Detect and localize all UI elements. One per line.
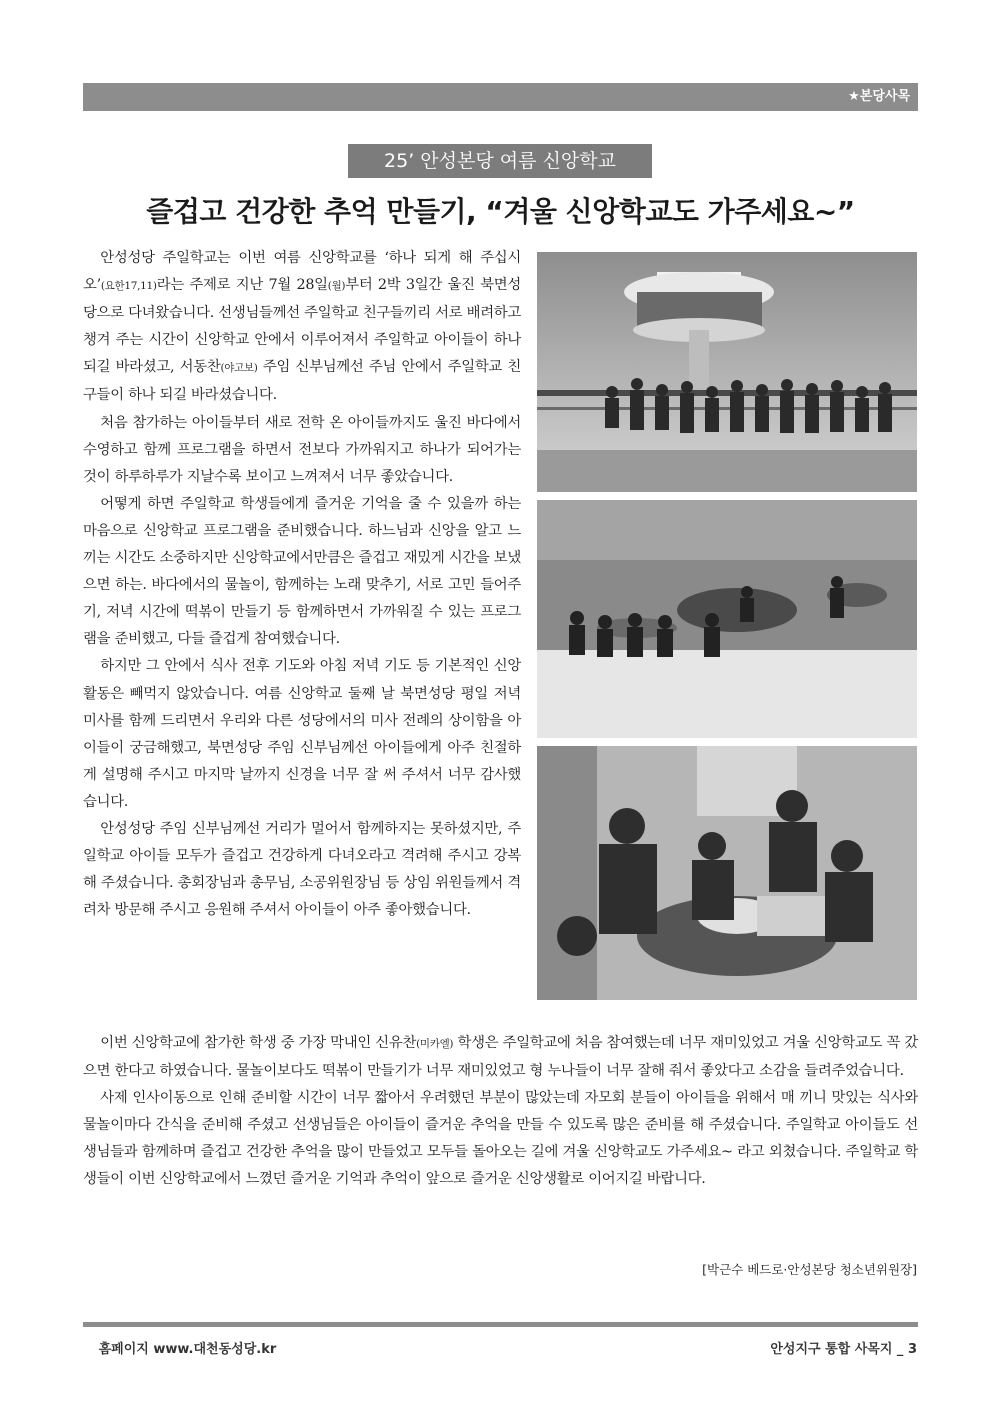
article-body-full (83, 1030, 918, 1194)
beach-photo-students (537, 500, 917, 738)
paragraph: 하지만 그 안에서 식사 전후 기도와 아침 저녁 기도 등 기본적인 신앙 활동은 빼먹지 않았습니다. 여름 신앙학교 둘째 날 북면성당 평일 저녁 미사를 함께 드리면서 우리와 다른 성당에서의 미사 전례의 상이함을 아이들이 궁금해했고, 북면성당 주임 신부님께선 아이들에게 아주 친절하게 설명해 주시고 마지막 날까지 신경을 너무 잘 써 주셔서 너무 감사했습니다. (83, 658, 521, 810)
paragraph: 사제 인사이동으로 인해 준비할 시간이 너무 짧아서 우려했던 부분이 많았는데 자모회 분들이 아이들을 위해서 매 끼니 맛있는 식사와 물놀이마다 간식을 준비해 주셨고 선생님들은 아이들이 즐거운 추억을 만들 수 있도록 많은 준비를 해 주셨습니다. 주일학교 아이들도 선생님들과 함께하며 즐겁고 건강한 추억을 많이 만들었고 모두들 돌아오는 길에 겨울 신앙학교도 가주세요~ 라고 외쳤습니다. 주일학교 학생들이 이번 신앙학교에서 느꼈던 즐거운 기억과 추억이 앞으로 즐거운 신앙생활로 이어지길 바랍니다. (83, 1090, 918, 1188)
cooking-photo-tteokbokki (537, 746, 917, 1000)
group-photo-observatory (537, 252, 917, 492)
paragraph: 이번 신앙학교에 참가한 학생 중 가장 막내인 신유찬(미카엘) 학생은 주일학교에 처음 참여했는데 너무 재미있었고 겨울 신앙학교도 꼭 갔으면 한다고 하였습니다. 물놀이보다도 떡볶이 만들기가 너무 재미있었고 형 누나들이 너무 잘해 줘서 좋았다고 소감을 들려주었습니다. (83, 1035, 918, 1080)
article-body-column (83, 245, 521, 924)
footer-rule (83, 1322, 918, 1327)
footer-homepage: 홈페이지 www.대천동성당.kr (98, 1342, 277, 1357)
paragraph: 처음 참가하는 아이들부터 새로 전학 온 아이들까지도 울진 바다에서 수영하고 함께 프로그램을 하면서 전보다 가까워지고 하나가 되어가는 것이 하루하루가 지날수록 보이고 느껴져서 너무 좋았습니다. (83, 414, 521, 485)
header-bar (83, 83, 918, 111)
article-kicker: 25’ 안성본당 여름 신앙학교 (348, 144, 652, 178)
footer-page-info: 안성지구 통합 사목지 _ 3 (770, 1342, 917, 1357)
section-tag: ★본당사목 (848, 89, 910, 104)
paragraph: 안성성당 주일학교는 이번 여름 신앙학교를 ‘하나 되게 해 주십시오’(요한17,11)라는 주제로 지난 7월 28일(월)부터 2박 3일간 울진 북면성당으로 다녀왔습니다. 선생님들께선 주일학교 친구들끼리 서로 배려하고 챙겨 주는 시간이 신앙학교 안에서 이루어져서 주일학교 아이들이 하나 되길 바라셨고, 서동찬(야고보) 주임 신부님께선 주님 안에서 주일학교 친구들이 하나 되길 바라셨습니다. (83, 250, 522, 404)
paragraph: 안성성당 주임 신부님께선 거리가 멀어서 함께하지는 못하셨지만, 주일학교 아이들 모두가 즐겁고 건강하게 다녀오라고 격려해 주시고 강복해 주셨습니다. 총회장님과 총무님, 소공위원장님 등 상임 위원들께서 격려차 방문해 주시고 응원해 주셔서 아이들이 아주 좋아했습니다. (83, 820, 521, 919)
article-headline: 즐겁고 건강한 추억 만들기, “겨울 신앙학교도 가주세요~” (146, 195, 855, 228)
paragraph: 어떻게 하면 주일학교 학생들에게 즐거운 기억을 줄 수 있을까 하는 마음으로 신앙학교 프로그램을 준비했습니다. 하느님과 신앙을 알고 느끼는 시간도 소중하지만 신앙학교에서만큼은 즐겁고 재밌게 시간을 보냈으면 하는. 바다에서의 물놀이, 함께하는 노래 맞추기, 서로 고민 들어주기, 저녁 시간에 떡볶이 만들기 등 함께하면서 가까워질 수 있는 프로그램을 준비했고, 다들 즐겁게 참여했습니다. (83, 495, 521, 648)
author-byline: [박근수 베드로·안성본당 청소년위원장] (702, 1262, 917, 1277)
